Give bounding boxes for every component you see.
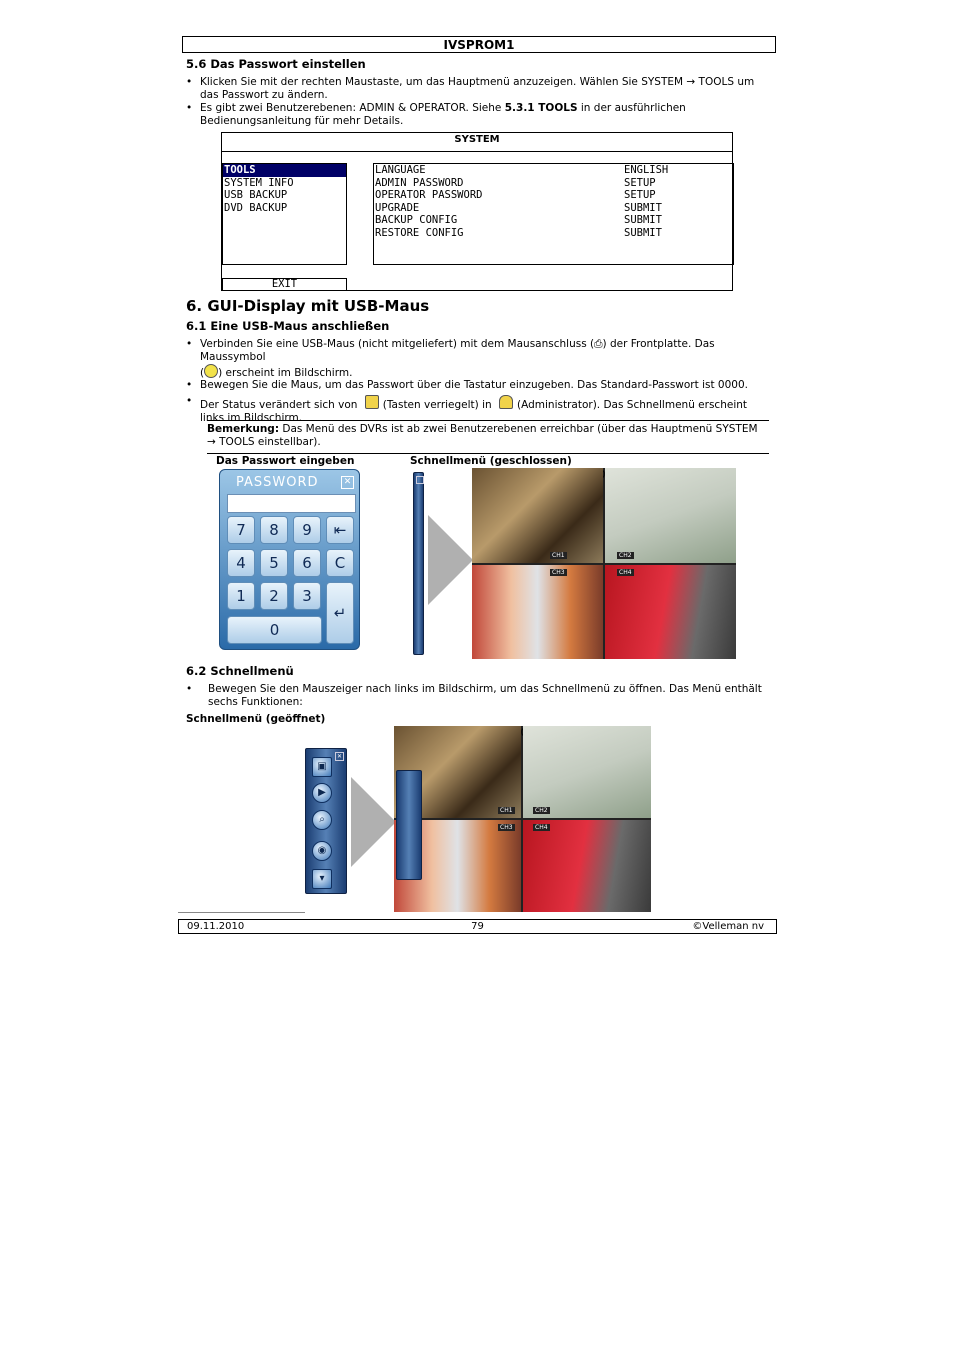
admin-icon xyxy=(499,395,513,409)
caption-quickmenu-opened: Schnellmenü (geöffnet) xyxy=(186,713,326,725)
setting-row-admin-password[interactable] xyxy=(374,177,733,190)
note-text: Das Menü des DVRs ist ab zwei Benutzerebenen erreichbar (über das Hauptmenü SYSTEM xyxy=(279,423,758,435)
chapter-6-title: 6. GUI-Display mit USB-Maus xyxy=(186,297,430,315)
document-header: IVSPROM1 xyxy=(182,36,776,53)
key-8[interactable]: 8 xyxy=(260,516,288,544)
bullet-6-1-2: • Bewegen Sie die Maus, um das Passwort über die Tastatur einzugeben. Das Standard-Passwort ist 0000. xyxy=(186,379,748,391)
key-4[interactable]: 4 xyxy=(227,549,255,577)
search-icon[interactable]: ⌕ xyxy=(312,810,332,830)
camera-ch1 xyxy=(472,468,603,563)
backspace-key[interactable]: ⇤ xyxy=(326,516,354,544)
setting-row-upgrade[interactable] xyxy=(374,202,733,215)
footer-copyright: ©Velleman nv xyxy=(692,921,764,932)
setting-row-restore-config[interactable] xyxy=(374,227,733,240)
quickmenu-overlay[interactable] xyxy=(396,770,422,880)
setting-row-language[interactable] xyxy=(374,164,733,177)
play-icon[interactable]: ▶ xyxy=(312,783,332,803)
close-icon[interactable]: ✕ xyxy=(341,476,354,489)
caption-password: Das Passwort eingeben xyxy=(216,455,355,467)
quickmenu-closed-bar[interactable] xyxy=(413,472,424,655)
arrow-right-icon xyxy=(351,777,396,867)
bullet-text: Bewegen Sie die Maus, um das Passwort über die Tastatur einzugeben. Das Standard-Passwort ist 0000. xyxy=(200,379,748,391)
channel-label: CH3 xyxy=(552,569,565,576)
channel-icon[interactable]: ▣ xyxy=(312,757,332,777)
camera-ch4 xyxy=(605,565,736,659)
bullet-5-6-2: • Es gibt zwei Benutzerebenen: ADMIN & OPERATOR. Siehe 5.3.1 TOOLS in der ausführlichen Bedienungsanleitung für mehr Details. xyxy=(186,102,686,127)
setting-key: LANGUAGE xyxy=(375,164,426,176)
setting-row-backup-config[interactable] xyxy=(374,214,733,227)
channel-label: CH2 xyxy=(535,807,548,814)
bullet-text: (Administrator). Das Schnellmenü erscheint xyxy=(517,399,748,411)
bullet-5-6-1: • Klicken Sie mit der rechten Maustaste, um das Hauptmenü anzuzeigen. Wählen Sie SYSTEM → TOOLS um das Passwort zu ändern. xyxy=(186,76,755,101)
note-text: → TOOLS einstellbar). xyxy=(207,436,321,448)
menu-item-tools[interactable]: TOOLS xyxy=(223,164,346,177)
system-menu-settings xyxy=(373,163,734,265)
dvr-screen-closed xyxy=(472,468,736,659)
camera-ch3 xyxy=(472,565,603,659)
setting-key: ADMIN PASSWORD xyxy=(375,176,464,189)
record-search-icon[interactable]: ◉ xyxy=(312,841,332,861)
lock-icon xyxy=(365,395,379,409)
bullet-text: Maussymbol xyxy=(200,351,266,363)
setting-value[interactable]: SUBMIT xyxy=(624,201,662,214)
setting-value[interactable]: SUBMIT xyxy=(624,214,662,227)
bullet-text: Bedienungsanleitung für mehr Details. xyxy=(200,115,404,127)
key-5[interactable]: 5 xyxy=(260,549,288,577)
setting-value[interactable]: SETUP xyxy=(624,189,656,202)
bullet-text: Bewegen Sie den Mauszeiger nach links im Bildschirm, um das Schnellmenü zu öffnen. Das Menü enthält xyxy=(208,683,762,695)
key-2[interactable]: 2 xyxy=(260,582,288,610)
channel-label: CH4 xyxy=(619,569,632,576)
bullet-text: ( xyxy=(200,367,205,379)
bullet-text: (Tasten verriegelt) in xyxy=(382,399,492,411)
setting-value[interactable]: ENGLISH xyxy=(624,164,669,176)
quickmenu-opened-panel xyxy=(305,748,347,894)
setting-value[interactable]: SUBMIT xyxy=(624,226,662,239)
arrow-right-icon xyxy=(428,515,473,605)
setting-value[interactable]: SETUP xyxy=(624,176,656,189)
footer-date: 09.11.2010 xyxy=(187,921,245,932)
keypad-title: PASSWORD xyxy=(236,475,319,490)
key-6[interactable]: 6 xyxy=(293,549,321,577)
menu-item-system-info[interactable]: SYSTEM INFO xyxy=(224,176,294,189)
camera-ch4 xyxy=(523,820,651,912)
close-icon[interactable]: ✕ xyxy=(336,753,343,760)
divider xyxy=(178,912,305,913)
bullet-text: links im Bildschirm. xyxy=(200,412,303,424)
expand-icon[interactable] xyxy=(416,476,424,484)
key-1[interactable]: 1 xyxy=(227,582,255,610)
setting-key: OPERATOR PASSWORD xyxy=(375,189,483,202)
section-6-1-title: 6.1 Eine USB-Maus anschließen xyxy=(186,319,390,333)
bullet-text: das Passwort zu ändern. xyxy=(200,89,328,101)
key-7[interactable]: 7 xyxy=(227,516,255,544)
note-label: Bemerkung: xyxy=(207,423,280,435)
camera-ch2 xyxy=(605,468,736,563)
channel-label: CH4 xyxy=(535,824,548,831)
key-0[interactable]: 0 xyxy=(227,616,322,644)
key-3[interactable]: 3 xyxy=(293,582,321,610)
channel-label: CH2 xyxy=(619,552,632,559)
bullet-6-1-3: • Der Status verändert sich von (Tasten verriegelt) in (Administrator). Das Schnellmenü erscheint links im Bildschirm. xyxy=(186,395,748,424)
document-footer xyxy=(178,919,777,934)
ptz-icon[interactable]: ▾ xyxy=(312,869,332,889)
bullet-text: Klicken Sie mit der rechten Maustaste, um das Hauptmenü anzuzeigen. Wählen Sie SYSTEM → TOOLS um xyxy=(200,76,755,88)
bullet-ref: 5.3.1 TOOLS xyxy=(504,102,578,114)
bullet-text: Es gibt zwei Benutzerebenen: ADMIN & OPERATOR. Siehe xyxy=(200,102,505,114)
section-6-2-title: 6.2 Schnellmenü xyxy=(186,664,294,678)
system-menu-title: SYSTEM xyxy=(222,133,732,152)
note-box xyxy=(207,420,769,454)
password-keypad xyxy=(219,469,360,650)
menu-item-usb-backup[interactable]: USB BACKUP xyxy=(224,189,288,201)
setting-row-operator-password[interactable] xyxy=(374,189,733,202)
menu-item-dvd-backup[interactable]: DVD BACKUP xyxy=(224,201,288,214)
bullet-6-1-1: • Verbinden Sie eine USB-Maus (nicht mitgeliefert) mit dem Mausanschluss (⎙) der Frontplatte. Das Maussymbol ( ) erscheint im Bildschirm. xyxy=(186,338,715,379)
channel-label: CH3 xyxy=(500,824,513,831)
camera-ch2 xyxy=(523,726,651,818)
bullet-text: sechs Funktionen: xyxy=(208,696,303,708)
password-input[interactable] xyxy=(227,494,356,513)
channel-label: CH1 xyxy=(500,807,513,814)
bullet-text: ) erscheint im Bildschirm. xyxy=(218,367,353,379)
clear-key[interactable]: C xyxy=(326,549,354,577)
section-5-6-title: 5.6 Das Passwort einstellen xyxy=(186,57,366,71)
bullet-text: Der Status verändert sich von xyxy=(200,399,358,411)
page-number: 79 xyxy=(471,921,484,932)
key-9[interactable]: 9 xyxy=(293,516,321,544)
system-menu-left-list xyxy=(222,163,347,265)
dvr-screen-opened xyxy=(394,726,651,912)
mouse-cursor-icon xyxy=(204,364,218,378)
exit-button[interactable]: EXIT xyxy=(222,278,347,291)
channel-label: CH1 xyxy=(552,552,565,559)
setting-key: BACKUP CONFIG xyxy=(375,214,458,227)
caption-quickmenu-closed: Schnellmenü (geschlossen) xyxy=(410,455,572,467)
bullet-text: Verbinden Sie eine USB-Maus (nicht mitgeliefert) mit dem Mausanschluss (⎙) der Frontplatte. Das xyxy=(200,338,715,350)
setting-key: UPGRADE xyxy=(375,201,420,214)
bullet-6-2-1: • Bewegen Sie den Mauszeiger nach links im Bildschirm, um das Schnellmenü zu öffnen. Das Menü enthält sechs Funktionen: xyxy=(186,683,762,708)
system-menu-figure xyxy=(221,132,733,291)
bullet-text: in der ausführlichen xyxy=(577,102,686,114)
enter-key[interactable]: ↵ xyxy=(326,582,354,644)
setting-key: RESTORE CONFIG xyxy=(375,226,464,239)
